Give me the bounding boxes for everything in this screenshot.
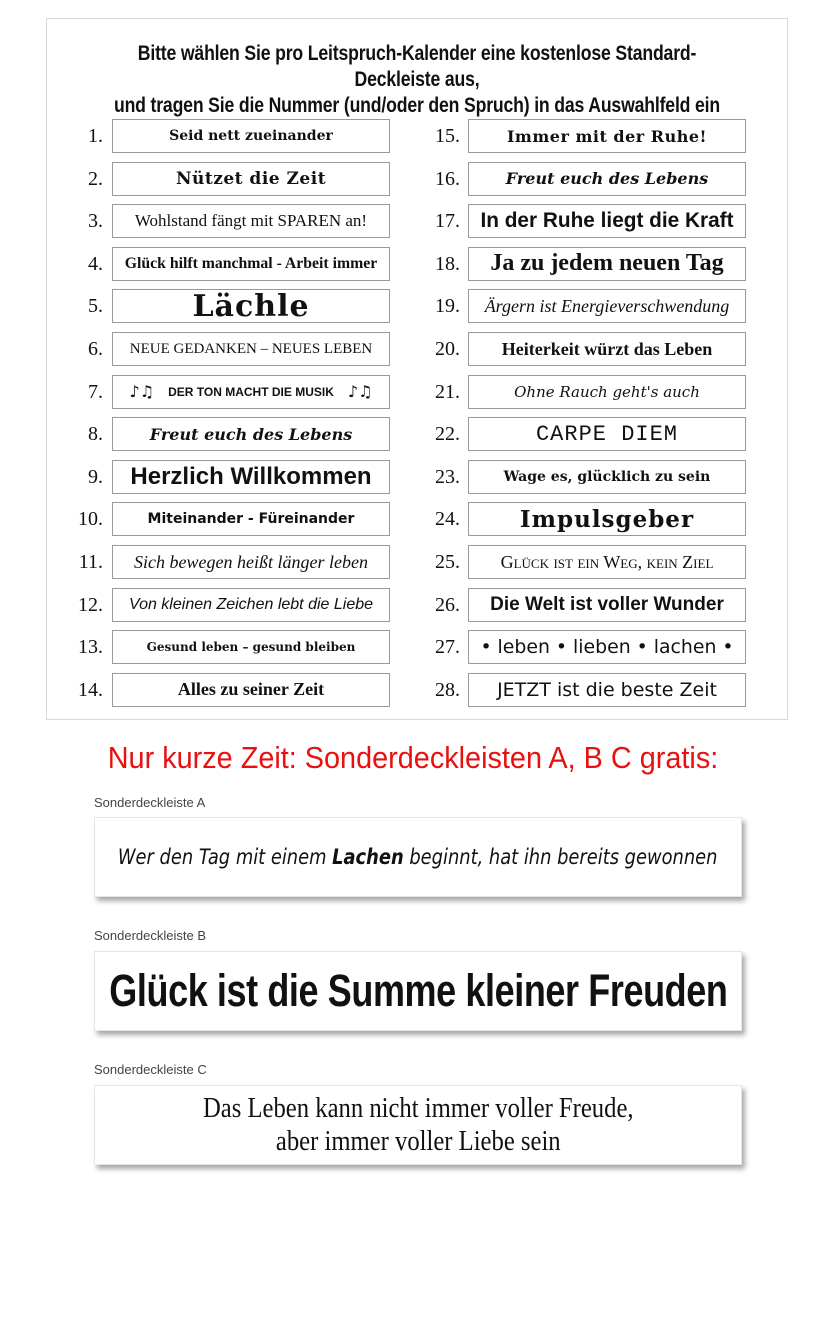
- selection-panel: [46, 18, 788, 720]
- deckleiste-text: Impulsgeber: [519, 505, 695, 533]
- item-number-9: 9.: [88, 465, 103, 488]
- deckleiste-2-nuetzet-die-zeit[interactable]: [112, 162, 390, 196]
- deckleiste-text: Wohlstand fängt mit SPAREN an!: [134, 211, 368, 231]
- deckleiste-text: Nützet die Zeit: [175, 168, 327, 189]
- deckleiste-text: NEUE GEDANKEN – NEUES LEBEN: [129, 340, 373, 357]
- deckleiste-text: Heiterkeit würzt das Leben: [501, 338, 713, 359]
- item-number-11: 11.: [78, 551, 103, 573]
- special-c-label: Sonderdeckleiste C: [94, 1062, 207, 1077]
- item-number-24: 24.: [435, 508, 460, 531]
- item-number-14: 14.: [78, 678, 103, 701]
- deckleiste-12-von-kleinen-zeichen-lebt-die-liebe[interactable]: [112, 588, 390, 622]
- deckleiste-21-ohne-rauch-geht-s-auch[interactable]: [468, 375, 746, 409]
- item-number-15: 15.: [435, 125, 460, 147]
- deckleiste-13-gesund-leben-gesund-bleiben[interactable]: [112, 630, 390, 664]
- deckleiste-7-der-ton-macht-die-musik[interactable]: [112, 375, 390, 409]
- special-b-label: Sonderdeckleiste B: [94, 928, 207, 943]
- deckleiste-text: Miteinander - Füreinander: [147, 511, 355, 528]
- deckleiste-5-laechle[interactable]: [112, 289, 390, 323]
- item-number-1: 1.: [88, 125, 103, 147]
- deckleiste-text: Glück ist ein Weg, kein Ziel: [500, 551, 714, 572]
- intro-text: [106, 41, 728, 119]
- deckleiste-text: Herzlich Willkommen: [130, 462, 372, 490]
- deckleiste-text: Ja zu jedem neuen Tag: [490, 250, 724, 277]
- special-a-bold: Lachen: [332, 845, 405, 869]
- item-number-12: 12.: [78, 593, 103, 616]
- intro-line-1: Bitte wählen Sie pro Leitspruch-Kalender eine kostenlose Standard-Deckleiste aus,: [137, 42, 697, 91]
- item-number-4: 4.: [88, 252, 103, 275]
- special-deckleiste-a[interactable]: [94, 817, 742, 897]
- deckleiste-text: Lächle: [192, 289, 310, 324]
- special-deckleiste-c[interactable]: [94, 1085, 742, 1165]
- item-number-17: 17.: [435, 210, 460, 233]
- deckleiste-19-aergern-ist-energieverschwendung[interactable]: [468, 289, 746, 323]
- special-c-line-2: aber immer voller Liebe sein: [275, 1125, 561, 1157]
- deckleiste-14-alles-zu-seiner-zeit[interactable]: [112, 673, 390, 707]
- deckleiste-text: Freut euch des Lebens: [505, 169, 709, 189]
- special-a-after: beginnt, hat ihn bereits gewonnen: [404, 845, 718, 869]
- deckleiste-text: Alles zu seiner Zeit: [177, 679, 325, 700]
- deckleiste-22-carpe-diem[interactable]: [468, 417, 746, 451]
- deckleiste-text: Sich bewegen heißt länger leben: [134, 551, 368, 572]
- item-number-16: 16.: [435, 167, 460, 190]
- item-number-13: 13.: [78, 636, 103, 659]
- special-a-text: [118, 845, 718, 869]
- item-number-2: 2.: [88, 167, 103, 190]
- deckleiste-4-glueck-hilft-manchmal-arbeit-immer[interactable]: [112, 247, 390, 281]
- deckleiste-18-ja-zu-jedem-neuen-tag[interactable]: [468, 247, 746, 281]
- deckleiste-26-die-welt-ist-voller-wunder[interactable]: [468, 588, 746, 622]
- item-number-20: 20.: [435, 338, 460, 360]
- intro-line-2: und tragen Sie die Nummer (und/oder den Spruch) in das Auswahlfeld ein: [113, 94, 721, 117]
- special-a-label: Sonderdeckleiste A: [94, 795, 206, 810]
- music-note-icon: ♪♫: [347, 382, 373, 402]
- deckleiste-text: • leben • lieben • lachen •: [480, 636, 734, 659]
- deckleiste-6-neue-gedanken-neues-leben[interactable]: [112, 332, 390, 366]
- deckleiste-text: Glück hilft manchmal - Arbeit immer: [124, 254, 378, 272]
- special-a-before: Wer den Tag mit einem: [118, 845, 333, 869]
- deckleiste-23-wage-es-gluecklich-zu-sein[interactable]: [468, 460, 746, 494]
- item-number-19: 19.: [435, 295, 460, 318]
- deckleiste-24-impulsgeber[interactable]: [468, 502, 746, 536]
- item-number-28: 28.: [435, 678, 460, 701]
- deckleiste-text: Ohne Rauch geht's auch: [514, 382, 700, 401]
- item-number-3: 3.: [88, 210, 103, 233]
- deckleiste-3-wohlstand-faengt-mit-sparen-an[interactable]: [112, 204, 390, 238]
- item-number-6: 6.: [88, 338, 103, 360]
- deckleiste-text: Seid nett zueinander: [169, 128, 333, 144]
- deckleiste-text: Wage es, glücklich zu sein: [503, 468, 711, 485]
- deckleiste-1-seid-nett-zueinander[interactable]: [112, 119, 390, 153]
- deckleiste-17-in-der-ruhe-liegt-die-kraft[interactable]: [468, 204, 746, 238]
- deckleiste-9-herzlich-willkommen[interactable]: [112, 460, 390, 494]
- item-number-10: 10.: [78, 508, 103, 531]
- item-number-25: 25.: [435, 551, 460, 573]
- deckleiste-8-freut-euch-des-lebens[interactable]: [112, 417, 390, 451]
- special-deckleiste-b[interactable]: [94, 951, 742, 1031]
- deckleiste-25-glueck-ist-ein-weg-kein-ziel[interactable]: [468, 545, 746, 579]
- item-number-8: 8.: [88, 423, 103, 446]
- special-b-text: Glück ist die Summe kleiner Freuden: [108, 965, 728, 1016]
- deckleiste-text: In der Ruhe liegt die Kraft: [480, 209, 734, 233]
- deckleiste-text: CARPE DIEM: [535, 421, 679, 447]
- deckleiste-text: Die Welt ist voller Wunder: [490, 593, 724, 615]
- deckleiste-text: JETZT ist die beste Zeit: [497, 678, 717, 701]
- deckleiste-27-leben-lieben-lachen[interactable]: [468, 630, 746, 664]
- deckleiste-16-freut-euch-des-lebens[interactable]: [468, 162, 746, 196]
- deckleiste-text: Immer mit der Ruhe!: [506, 126, 708, 146]
- special-c-line-1: Das Leben kann nicht immer voller Freude,: [202, 1092, 634, 1124]
- deckleiste-15-immer-mit-der-ruhe[interactable]: [468, 119, 746, 153]
- deckleiste-text: Gesund leben – gesund bleiben: [146, 640, 356, 655]
- deckleiste-text: Ärgern ist Energieverschwendung: [484, 295, 730, 316]
- special-c-text: [203, 1092, 634, 1158]
- item-number-21: 21.: [435, 380, 460, 403]
- deckleiste-text: DER TON MACHT DIE MUSIK: [168, 384, 334, 399]
- promo-headline: Nur kurze Zeit: Sonderdeckleisten A, B C gratis:: [107, 740, 719, 775]
- music-note-icon: ♪♫: [129, 382, 155, 402]
- deckleiste-text: Von kleinen Zeichen lebt die Liebe: [128, 595, 374, 613]
- deckleiste-28-jetzt-ist-die-beste-zeit[interactable]: [468, 673, 746, 707]
- deckleiste-11-sich-bewegen-heisst-laenger-leben[interactable]: [112, 545, 390, 579]
- item-number-5: 5.: [88, 295, 103, 318]
- item-number-18: 18.: [435, 252, 460, 275]
- deckleiste-20-heiterkeit-wuerzt-das-leben[interactable]: [468, 332, 746, 366]
- deckleiste-text: Freut euch des Lebens: [149, 424, 353, 444]
- item-number-27: 27.: [435, 636, 460, 659]
- item-number-26: 26.: [435, 593, 460, 616]
- item-number-22: 22.: [435, 423, 460, 446]
- deckleiste-10-miteinander-fuereinander[interactable]: [112, 502, 390, 536]
- item-number-23: 23.: [435, 465, 460, 488]
- item-number-7: 7.: [88, 380, 103, 403]
